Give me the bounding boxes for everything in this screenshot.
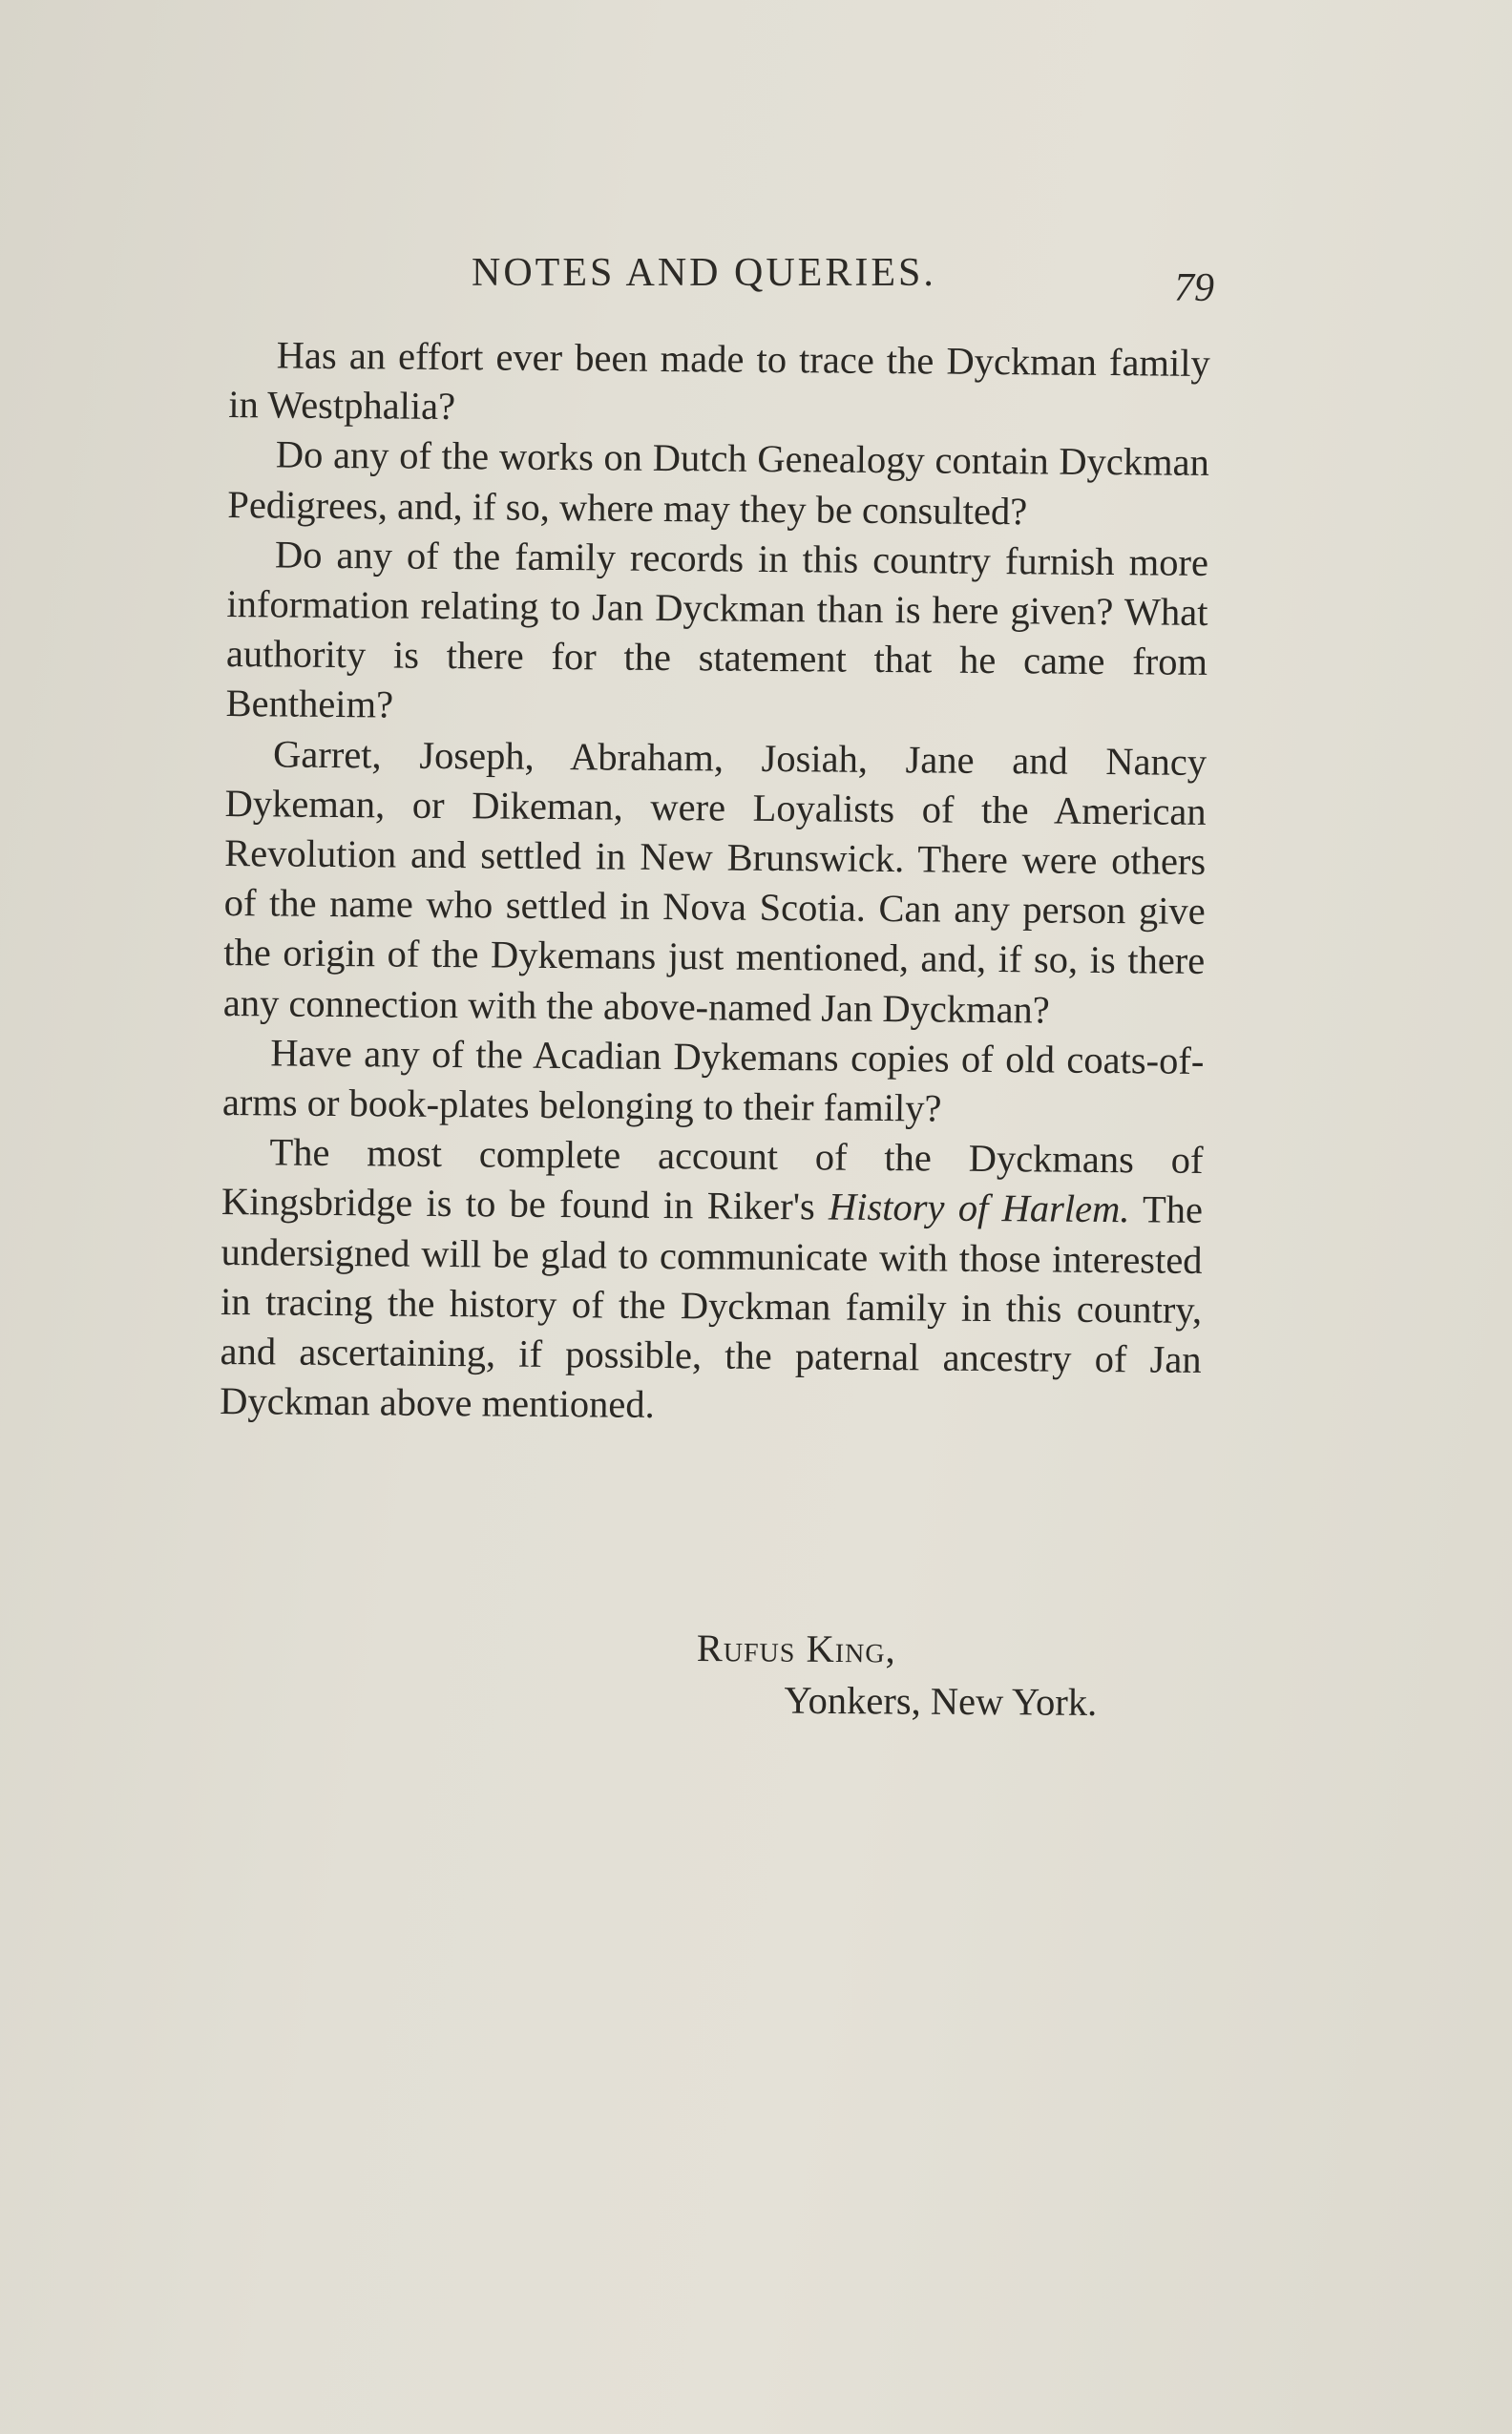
paragraph-kingsbridge-text-after: The undersigned will be glad to communicate with those interested in tracing the history of the Dyckman family in this country, and ascertaining, if possible, the paternal ancestry of Jan Dyckman above mentioned. <box>220 1187 1204 1427</box>
book-title-history-of-harlem: History of Harlem. <box>828 1185 1130 1231</box>
paragraph-westphalia: Has an effort ever been made to trace the Dyckman family in Westphalia? <box>228 333 1210 429</box>
page-number: 79 <box>1174 266 1214 310</box>
running-head: NOTES AND QUERIES. <box>472 251 936 295</box>
paragraph-family-records: Do any of the family records in this country furnish more information relating to Jan Dyckman than is here given? What authority is there for the statement that he came from Bentheim? <box>225 533 1209 726</box>
paragraph-kingsbridge-text-before: The most complete account of the Dyckmans of Kingsbridge is to be found in Riker's <box>220 1130 1204 1228</box>
page-header <box>221 250 1214 310</box>
signature-place: Yonkers, New York. <box>784 1678 1098 1724</box>
signature-block <box>696 1623 1231 1730</box>
paragraph-kingsbridge <box>220 1127 1204 1435</box>
paragraph-loyalists: Garret, Joseph, Abraham, Josiah, Jane and Nancy Dykeman, or Dikeman, were Loyalists of the American Revolution and settled in New Brunswick. There were others of the name who settled in Nova Scotia. Can any person give the origin of the Dykemans just mentioned, and, if so, is there any connection with the above-named Jan Dyckman? <box>222 732 1208 1032</box>
signature-name: Rufus King, <box>696 1626 896 1671</box>
paragraph-coats-of-arms: Have any of the Acadian Dykemans copies of old coats-of-arms or book-plates belonging to their family? <box>221 1031 1205 1130</box>
body-text <box>220 330 1210 1435</box>
paragraph-dutch-genealogy: Do any of the works on Dutch Genealogy contain Dyckman Pedigrees, and, if so, where may they be consulted? <box>227 432 1210 533</box>
